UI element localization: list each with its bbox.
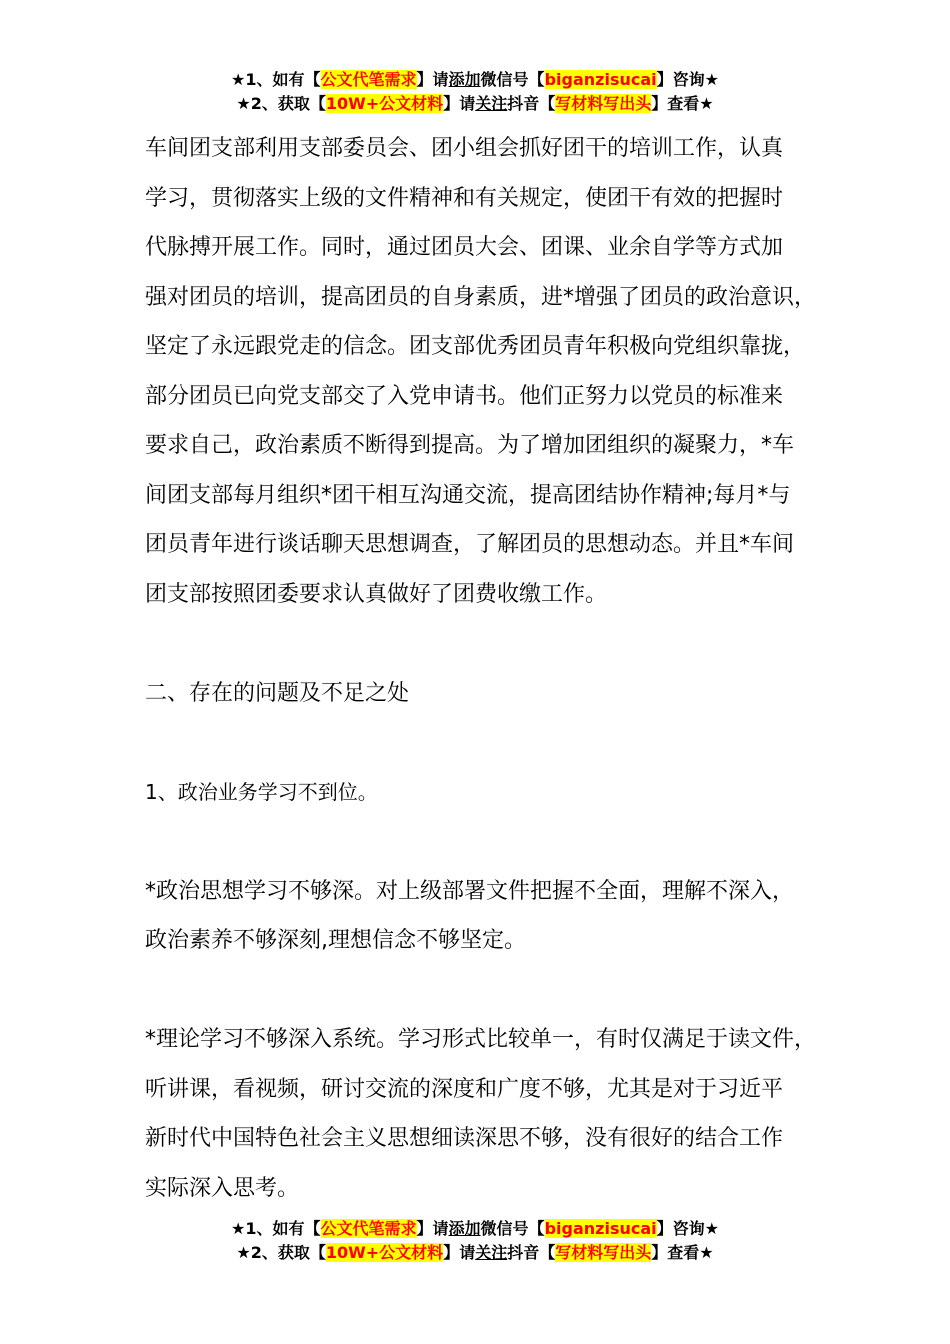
banner-text: 】请: [443, 1243, 476, 1262]
banner-text: 】请: [443, 94, 476, 113]
banner-text: 微信号【: [480, 70, 545, 89]
banner-text: ★2、获取【: [236, 94, 326, 113]
document-body: [145, 124, 835, 1213]
banner-text: 】查看★: [651, 94, 714, 113]
banner-emphasis: 关注: [475, 94, 508, 113]
banner-text: 】咨询★: [656, 70, 719, 89]
paragraph-gap: [145, 817, 835, 867]
banner-emphasis: 关注: [475, 1243, 508, 1262]
paragraph-gap: [145, 619, 835, 669]
banner-text: 微信号【: [480, 1219, 545, 1238]
banner-line-1: [0, 1217, 950, 1241]
banner-highlight: 公文代笔需求: [320, 70, 417, 89]
banner-line-2: [0, 92, 950, 116]
banner-text: 抖音【: [507, 94, 556, 113]
paragraph-gap: [145, 718, 835, 768]
banner-highlight: biganzisucai: [544, 70, 657, 89]
banner-emphasis: 添加: [448, 1219, 481, 1238]
banner-text: 】查看★: [651, 1243, 714, 1262]
banner-highlight: biganzisucai: [544, 1219, 657, 1238]
banner-text: 抖音【: [507, 1243, 556, 1262]
banner-text: 】请: [416, 1219, 449, 1238]
banner-text: ★1、如有【: [231, 1219, 321, 1238]
banner-text: ★1、如有【: [231, 70, 321, 89]
paragraph-gap: [145, 966, 835, 1016]
banner-highlight: 公文代笔需求: [320, 1219, 417, 1238]
footer-banner: [0, 1217, 950, 1265]
banner-text: 】咨询★: [656, 1219, 719, 1238]
paragraph-3: *理论学习不够深入系统。学习形式比较单一，有时仅满足于读文件， 听讲课，看视频，研讨交流的深度和广度不够，尤其是对于习近平 新时代中国特色社会主义思想细读深思不够，没有很好的结合工作 实际深入思考。: [145, 1027, 817, 1201]
paragraph-1: 车间团支部利用支部委员会、团小组会抓好团干的培训工作，认真 学习，贯彻落实上级的文件精神和有关规定，使团干有效的把握时 代脉搏开展工作。同时，通过团员大会、团课、业余自学等方式加 强对团员的培训，提高团员的自身素质，进*增强了团员的政治意识， 坚定了永远跟党走的信念。团支部优秀团员青年积极向党组织靠拢， 部分团员已向党支部交了入党申请书。他们正努力以党员的标准来 要求自己，政治素质不断得到提高。为了增加团组织的凝聚力，*车 间团支部每月组织*团干相互沟通交流，提高团结协作精神;每月*与 团员青年进行谈话聊天思想调查，了解团员的思想动态。并且*车间 团支部按照团委要求认真做好了团费收缴工作。: [145, 136, 817, 607]
banner-text: 】请: [416, 70, 449, 89]
section-heading: 二、存在的问题及不足之处: [145, 680, 410, 706]
banner-highlight: 写材料写出头: [555, 1243, 652, 1262]
banner-line-1: [0, 68, 950, 92]
banner-highlight: 写材料写出头: [555, 94, 652, 113]
banner-highlight: 10W+公文材料: [325, 94, 444, 113]
banner-highlight: 10W+公文材料: [325, 1243, 444, 1262]
banner-text: ★2、获取【: [236, 1243, 326, 1262]
subheading-1: 1、政治业务学习不到位。: [145, 779, 378, 804]
paragraph-2: *政治思想学习不够深。对上级部署文件把握不全面，理解不深入， 政治素养不够深刻,理想信念不够坚定。: [145, 878, 795, 953]
banner-line-2: [0, 1241, 950, 1265]
banner-emphasis: 添加: [448, 70, 481, 89]
header-banner: [0, 68, 950, 116]
